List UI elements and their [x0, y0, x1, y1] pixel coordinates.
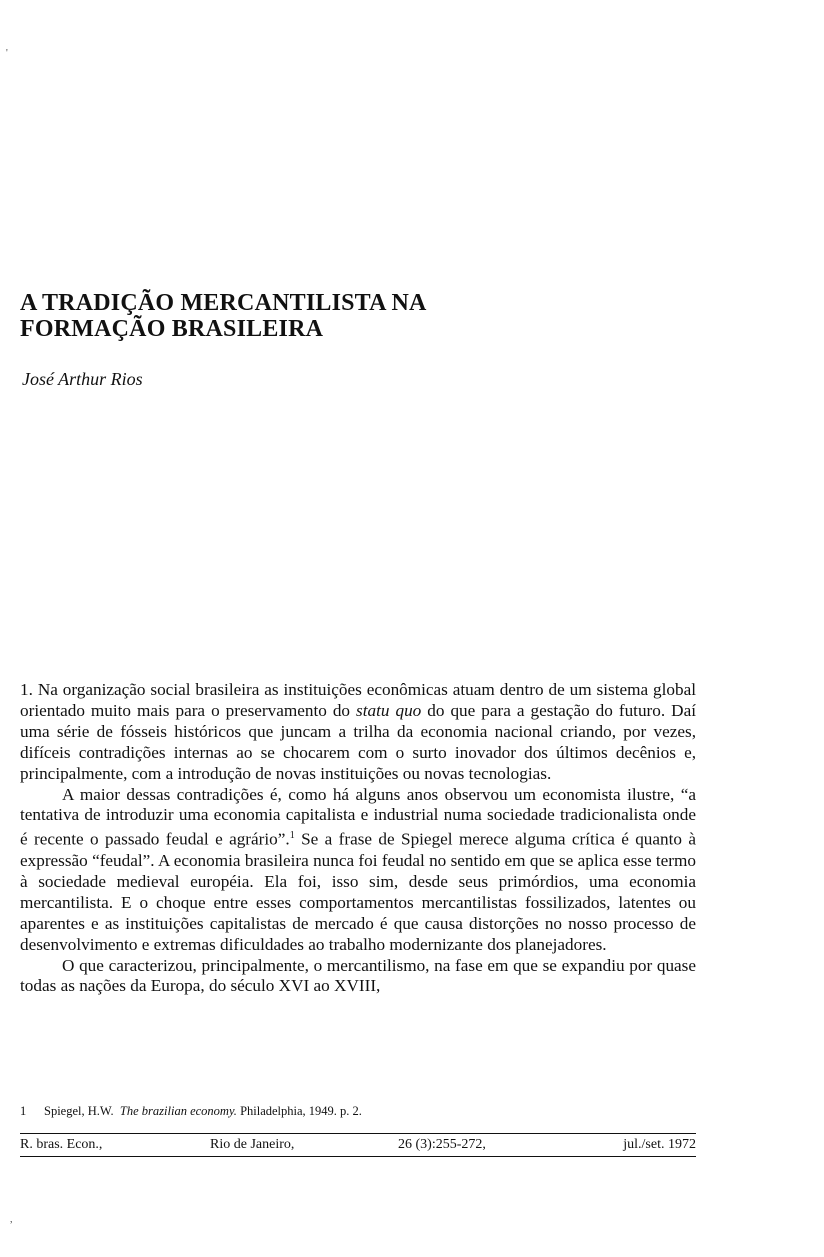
footnote-marker: 1: [20, 1104, 27, 1118]
footer-volume: 26 (3):255-272,: [398, 1137, 486, 1152]
footer-date: jul./set. 1972: [623, 1137, 696, 1152]
paragraph-1: [20, 680, 696, 785]
paragraph-2: [20, 785, 696, 956]
footnote: [20, 1104, 696, 1119]
footnote-work: The brazilian economy.: [119, 1104, 237, 1118]
paragraph-1-text-end: do que para a gestação do futuro. Daí uma série de fósseis históricos que juncam a trilha da economia nacional criando, por vezes, difíceis contradições internas ao se chocarem com o surto inovador dos últimos decênios e, principalmente, com a introdução de novas instituições ou novas tecnologias.: [20, 700, 696, 783]
footnote-author: Spiegel, H.W.: [44, 1104, 114, 1118]
scan-speck: ,: [10, 1214, 13, 1225]
title-line-1: A TRADIÇÃO MERCANTILISTA NA: [20, 290, 427, 316]
paragraph-1-italic: statu quo: [356, 700, 422, 720]
article-body: [20, 680, 696, 997]
footnote-rest: Philadelphia, 1949. p. 2.: [240, 1104, 362, 1118]
title-line-2: FORMAÇÃO BRASILEIRA: [20, 316, 324, 342]
article-title: [20, 290, 700, 342]
scan-speck: ': [6, 48, 8, 59]
footnote-reference: 1: [289, 830, 295, 842]
journal-footer: [20, 1133, 696, 1157]
paragraph-2-text-end: Se a frase de Spiegel merece alguma crítica é quanto à expressão “feudal”. A economia brasileira nunca foi feudal no sentido em que se aplica esse termo à sociedade medieval européia. Ela foi, isso sim, desde seus primórdios, uma economia mercantilista. E o choque entre esses comportamentos mercantilistas fossilizados, latentes ou aparentes e as instituições capitalistas de mercado é que causa distorções no nosso processo de desenvolvimento e extremas dificuldades ao trabalho modernizante dos planejadores.: [20, 830, 696, 954]
paragraph-3: O que caracterizou, principalmente, o mercantilismo, na fase em que se expandiu por quase todas as nações da Europa, do século XVI ao XVIII,: [20, 955, 696, 996]
footer-city: Rio de Janeiro,: [210, 1137, 295, 1152]
author-name: José Arthur Rios: [22, 369, 143, 389]
footer-journal: R. bras. Econ.,: [20, 1137, 103, 1152]
paragraph-2-text: A maior dessas contradições é, como há alguns anos observou um economista ilustre, “a tentativa de introduzir uma economia capitalista e industrial numa sociedade tradicionalista onde é recente o passado feudal e agrário”.: [20, 784, 696, 850]
paragraph-1-text: 1. Na organização social brasileira as instituições econômicas atuam dentro de um sistema global orientado muito mais para o preservamento do: [20, 680, 696, 720]
